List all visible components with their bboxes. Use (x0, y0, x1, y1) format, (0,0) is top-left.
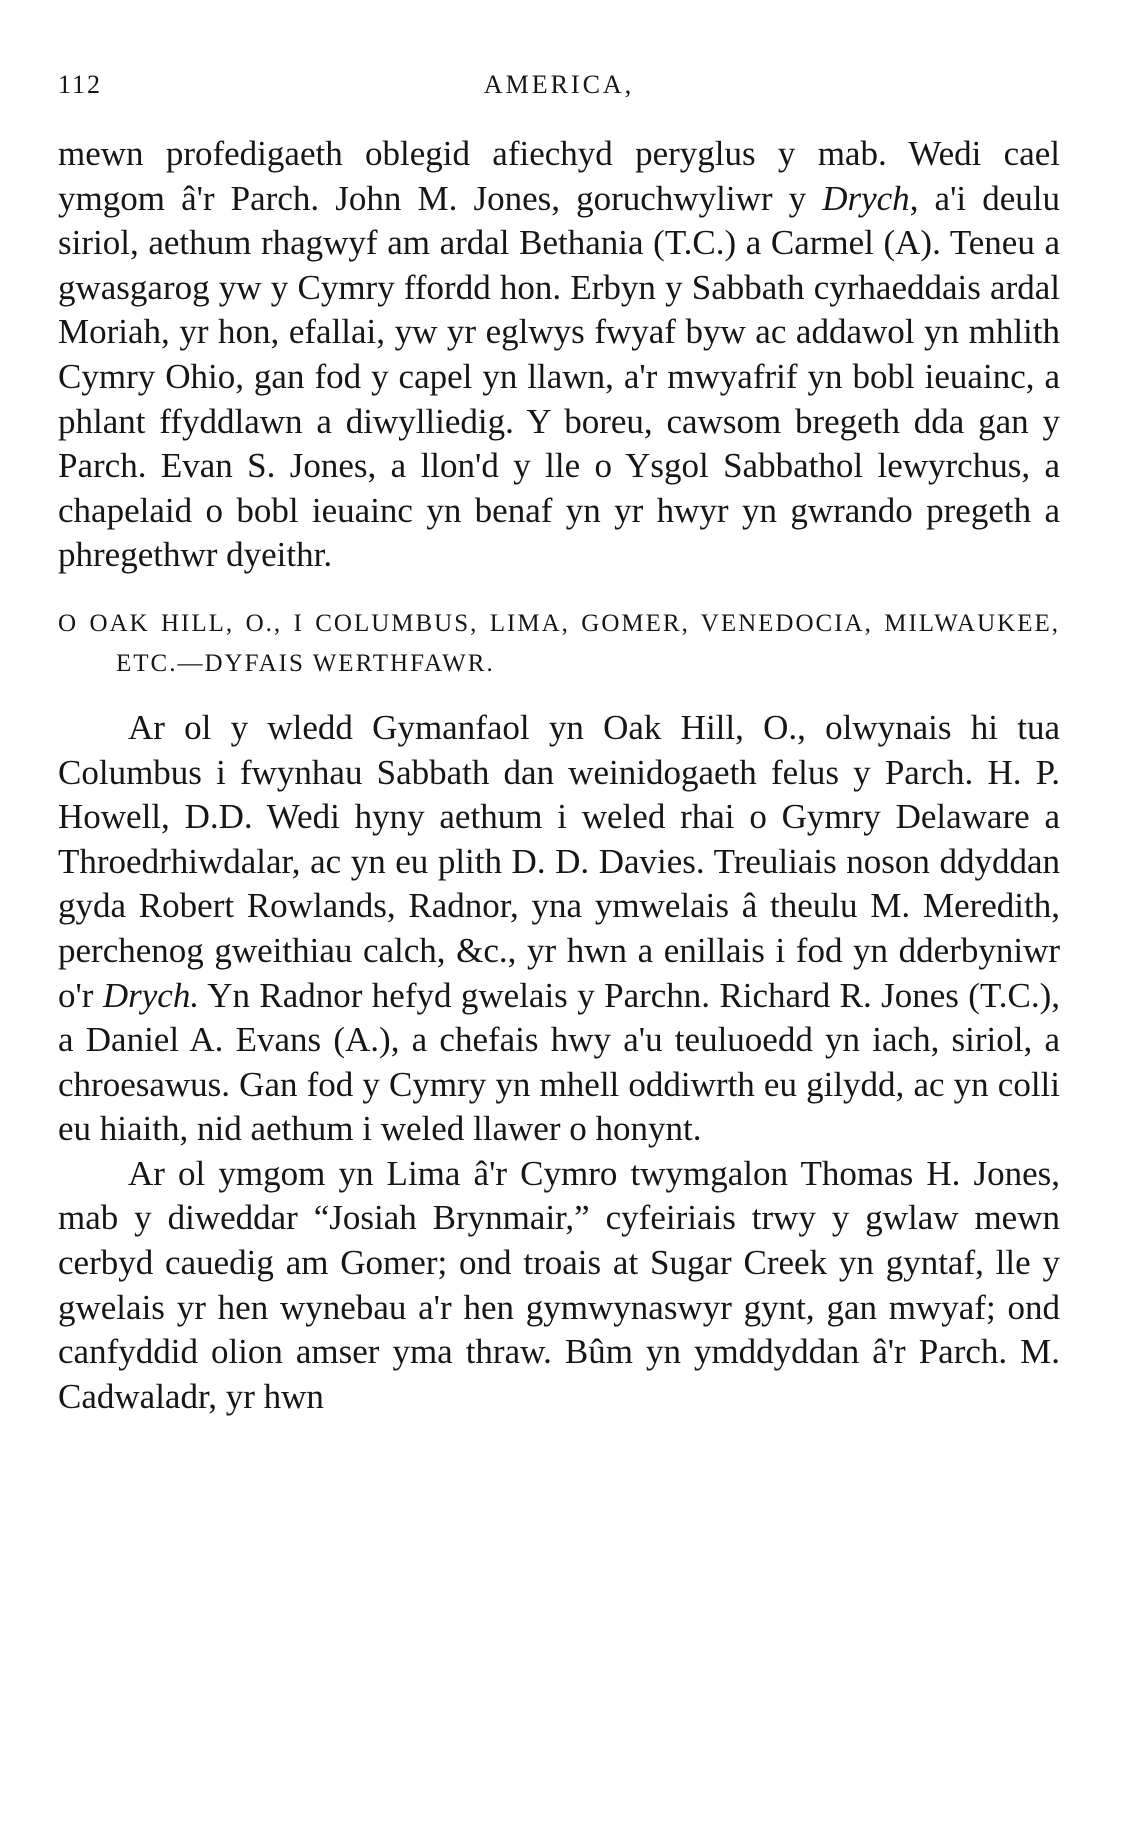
running-title: AMERICA, (483, 70, 635, 99)
running-head (58, 70, 1060, 110)
text-run: Yn Radnor hefyd gwelais y Parchn. Richard R. Jones (T.C.), a Daniel A. Evans (A.), a chefais hwy a'u teuluoedd yn iach, siriol, a chroesawus. Gan fod y Cymry yn mhell oddiwrth eu gilydd, ac yn colli eu hiaith, nid aethum i weled llawer o honynt. (58, 975, 1060, 1149)
text-run: , a'i deulu siriol, aethum rhagwyf am ardal Bethania (T.C.) a Carmel (A). Teneu a gwasgarog yw y Cymry ffordd hon. Erbyn y Sabbath cyrhaeddais ardal Moriah, yr hon, efallai, yw yr eglwys fwyaf byw ac addawol yn mhlith Cymry Ohio, gan fod y capel yn llawn, a'r mwyafrif yn bobl ieuainc, a phlant ffyddlawn a diwylliedig. Y boreu, cawsom bregeth dda gan y Parch. Evan S. Jones, a llon'd y lle o Ysgol Sabbathol lewyrchus, a chapelaid o bobl ieuainc yn benaf yn yr hwyr yn gwrando pregeth a phregethwr dyeithr. (58, 178, 1061, 575)
paragraph-continued (58, 132, 1060, 578)
section-heading: O OAK HILL, O., I COLUMBUS, LIMA, GOMER, VENEDOCIA, MILWAUKEE, ETC.—DYFAIS WERTHFAWR. (58, 609, 1060, 677)
text-run: Ar ol y wledd Gymanfaol yn Oak Hill, O., olwynais hi tua Columbus i fwynhau Sabbath dan weinidogaeth felus y Parch. H. P. Howell, D.D. Wedi hyny aethum i weled rhai o Gymry Delaware a Throedrhiwdalar, ac yn eu plith D. D. Davies. Treuliais noson ddyddan gyda Robert Rowlands, Radnor, yna ymwelais â theulu M. Meredith, perchenog gweithiau calch, &c., yr hwn a enillais i fod yn dderbyniwr o'r (58, 707, 1060, 1015)
italic-title-drych: Drych. (102, 975, 200, 1015)
paragraph (58, 1152, 1060, 1420)
text-run: Ar ol ymgom yn Lima â'r Cymro twymgalon Thomas H. Jones, mab y diweddar “Josiah Brynmair,” cyfeiriais trwy y gwlaw mewn cerbyd cauedig am Gomer; ond troais at Sugar Creek yn gyntaf, lle y gwelais yr hen wynebau a'r hen gymwynaswyr gynt, gan mwyaf; ond canfyddid olion amser yma thraw. Bûm yn ymddyddan â'r Parch. M. Cadwaladr, yr hwn (58, 1153, 1060, 1416)
page-number: 112 (58, 70, 103, 99)
body-text (58, 132, 1060, 1419)
text-run: mewn profedigaeth oblegid afiechyd peryglus y mab. Wedi cael ymgom â'r Parch. John M. Jones, goruchwyliwr y (58, 134, 1060, 218)
book-page (58, 70, 1060, 1419)
paragraph (58, 706, 1060, 1152)
italic-title-drych: Drych (822, 178, 910, 218)
